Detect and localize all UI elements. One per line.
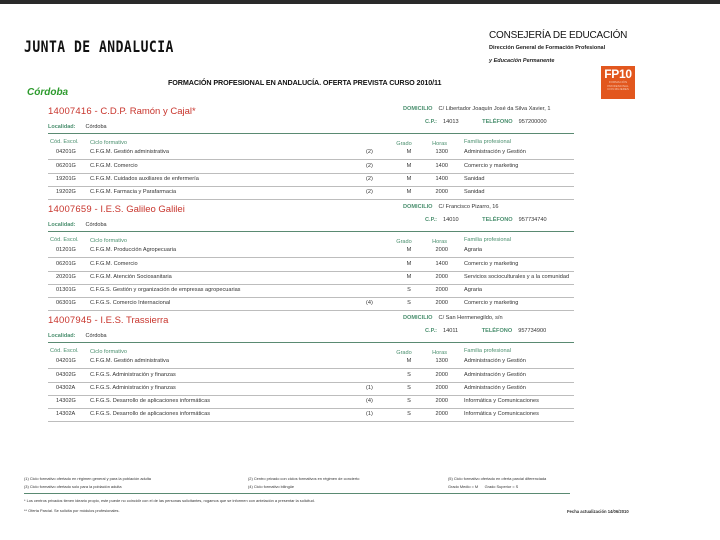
col-horas: Horas — [432, 141, 447, 147]
row-familia: Servicios socioculturales y a la comunidad — [464, 274, 570, 280]
cp-value: 14010 — [443, 217, 459, 223]
col-ciclo: Ciclo formativo — [90, 238, 127, 244]
address-value: C/ Libertador Joaquín José da Silva Xavier, 1 — [438, 106, 551, 112]
update-date: Fecha actualización 14/06/2010 — [567, 509, 629, 514]
col-grado: Grado — [396, 350, 412, 356]
col-familia: Familia profesional — [464, 348, 511, 354]
table-row — [48, 382, 574, 396]
center-locality — [48, 124, 107, 130]
row-familia: Administración y Gestión — [464, 372, 526, 378]
phone-value: 957734900 — [518, 328, 547, 334]
cp-value: 14013 — [443, 119, 459, 125]
footnote-4: (4) Ciclo formativo bilingüe — [248, 484, 295, 489]
phone-label: TELÉFONO — [482, 217, 513, 223]
locality-label: Localidad: — [48, 124, 76, 130]
table-row — [48, 408, 574, 422]
row-note: (2) — [366, 176, 373, 182]
row-code: 06201G — [56, 163, 76, 169]
table-row — [48, 369, 574, 383]
row-ciclo: C.F.G.S. Administración y finanzas — [90, 372, 176, 378]
row-code: 04201G — [56, 358, 76, 364]
col-ciclo: Ciclo formativo — [90, 140, 127, 146]
table-row — [48, 271, 574, 285]
row-ciclo: C.F.G.M. Farmacia y Parafarmacia — [90, 189, 177, 195]
row-familia: Agraria — [464, 287, 483, 293]
row-familia: Sanidad — [464, 176, 485, 182]
cp-label: C.P.: — [425, 119, 438, 125]
center-code: 14007945 — [48, 315, 92, 326]
junta-logo: JUNTA DE ANDALUCIA — [24, 38, 174, 57]
col-grado: Grado — [396, 141, 412, 147]
row-familia: Comercio y marketing — [464, 163, 519, 169]
center-code: 14007659 — [48, 204, 92, 215]
table-row — [48, 173, 574, 187]
phone-value: 957734740 — [518, 217, 547, 223]
fp10-line: CON MUJERES — [607, 87, 629, 92]
table-row — [48, 186, 574, 200]
table-row — [48, 160, 574, 174]
row-grado: M — [406, 261, 412, 267]
row-horas: 2000 — [435, 398, 448, 404]
directorate-line-1: Dirección General de Formación Profesional — [489, 45, 606, 51]
row-grado: S — [407, 385, 411, 391]
province-heading: Córdoba — [27, 87, 69, 98]
footer-divider — [24, 493, 570, 494]
row-note: (4) — [366, 398, 373, 404]
locality-value: Córdoba — [85, 333, 107, 339]
row-code: 01301G — [56, 287, 76, 293]
row-horas: 2000 — [435, 300, 448, 306]
cp-label: C.P.: — [425, 328, 438, 334]
row-note: (1) — [366, 411, 373, 417]
grade-legend: Grado Medio = M Grado Superior = S — [448, 484, 519, 489]
col-grado: Grado — [396, 239, 412, 245]
top-bar — [0, 0, 720, 4]
row-code: 19201G — [56, 176, 76, 182]
col-horas: Horas — [432, 239, 447, 245]
table-row — [48, 244, 574, 258]
center-contact — [425, 119, 547, 125]
row-code: 04302A — [56, 385, 76, 391]
col-code: Cód. Escol. — [50, 237, 79, 243]
ministry-name: CONSEJERÍA DE EDUCACIÓN — [489, 30, 628, 41]
row-familia: Administración y Gestión — [464, 385, 526, 391]
row-ciclo: C.F.G.S. Gestión y organización de empresas agropecuarias — [90, 287, 241, 293]
row-familia: Comercio y marketing — [464, 300, 519, 306]
row-grado: M — [406, 274, 412, 280]
address-label: DOMICILIO — [403, 315, 433, 321]
locality-value: Córdoba — [85, 124, 107, 130]
row-horas: 1400 — [435, 176, 448, 182]
center-address — [403, 106, 550, 112]
row-horas: 1300 — [435, 358, 448, 364]
row-code: 20201G — [56, 274, 76, 280]
col-ciclo: Ciclo formativo — [90, 349, 127, 355]
row-ciclo: C.F.G.M. Comercio — [90, 261, 138, 267]
row-ciclo: C.F.G.S. Desarrollo de aplicaciones informáticas — [90, 411, 211, 417]
document-title: FORMACIÓN PROFESIONAL EN ANDALUCÍA. OFERTA PREVISTA CURSO 2010/11 — [168, 78, 442, 87]
col-code: Cód. Escol. — [50, 348, 79, 354]
center-contact — [425, 217, 547, 223]
row-ciclo: C.F.G.M. Cuidados auxiliares de enfermería — [90, 176, 199, 182]
col-horas: Horas — [432, 350, 447, 356]
row-ciclo: C.F.G.M. Producción Agropecuaria — [90, 247, 177, 253]
table-row — [48, 284, 574, 298]
divider — [48, 342, 574, 343]
address-value: C/ Francisco Pizarro, 16 — [438, 204, 499, 210]
row-ciclo: C.F.G.S. Administración y finanzas — [90, 385, 176, 391]
row-familia: Informática y Comunicaciones — [464, 398, 539, 404]
row-horas: 2000 — [435, 287, 448, 293]
row-horas: 1400 — [435, 261, 448, 267]
row-code: 14302G — [56, 398, 76, 404]
row-note: (2) — [366, 189, 373, 195]
row-grado: M — [406, 189, 412, 195]
phone-label: TELÉFONO — [482, 119, 513, 125]
row-ciclo: C.F.G.S. Comercio Internacional — [90, 300, 171, 306]
row-grado: S — [407, 398, 411, 404]
row-code: 06201G — [56, 261, 76, 267]
row-horas: 1400 — [435, 163, 448, 169]
center-name: C.D.P. Ramón y Cajal* — [100, 106, 196, 117]
center-locality — [48, 333, 107, 339]
center-dash: - — [91, 204, 101, 215]
table-row — [48, 355, 574, 369]
row-horas: 2000 — [435, 189, 448, 195]
row-note: (2) — [366, 163, 373, 169]
locality-label: Localidad: — [48, 222, 76, 228]
footnote-partial-offer: ** Oferta Parcial. Se solicita por módulos profesionales. — [24, 508, 120, 513]
footnote-3: (3) Ciclo formativo ofertado solo para la población adulta — [24, 484, 122, 489]
table-row — [48, 297, 574, 311]
locality-label: Localidad: — [48, 333, 76, 339]
center-address — [403, 204, 499, 210]
center-dash: - — [91, 315, 101, 326]
directorate-line-2: y Educación Permanente — [489, 58, 555, 64]
row-note: (1) — [366, 385, 373, 391]
row-grado: M — [406, 163, 412, 169]
cp-label: C.P.: — [425, 217, 438, 223]
table-row — [48, 146, 574, 160]
row-horas: 2000 — [435, 385, 448, 391]
row-ciclo: C.F.G.M. Gestión administrativa — [90, 149, 169, 155]
row-code: 19202G — [56, 189, 76, 195]
row-code: 04302G — [56, 372, 76, 378]
row-grado: S — [407, 411, 411, 417]
row-note: (2) — [366, 149, 373, 155]
col-familia: Familia profesional — [464, 139, 511, 145]
row-grado: M — [406, 176, 412, 182]
divider — [48, 231, 574, 232]
cp-value: 14011 — [443, 328, 459, 334]
ministry-block — [489, 30, 627, 64]
footnote-private-centers: * Los centros privados tienen ideario propio, este puede no coincidir con el de las personas solicitantes, rogamos que se informen con antelación a presentar la solicitud. — [24, 498, 315, 503]
row-note: (4) — [366, 300, 373, 306]
row-ciclo: C.F.G.M. Comercio — [90, 163, 138, 169]
row-familia: Administración y Gestión — [464, 358, 526, 364]
row-horas: 2000 — [435, 372, 448, 378]
row-code: 04201G — [56, 149, 76, 155]
row-familia: Administración y Gestión — [464, 149, 526, 155]
phone-value: 957200000 — [518, 119, 547, 125]
col-code: Cód. Escol. — [50, 139, 79, 145]
row-code: 14302A — [56, 411, 76, 417]
row-ciclo: C.F.G.M. Gestión administrativa — [90, 358, 169, 364]
center-name: I.E.S. Trassierra — [100, 315, 169, 326]
footnote-2: (2) Centro privado con ciclos formativos en régimen de concierto — [248, 476, 360, 481]
row-familia: Sanidad — [464, 189, 485, 195]
footnote-1: (1) Ciclo formativo ofertado en régimen general y para la población adulta — [24, 476, 151, 481]
address-label: DOMICILIO — [403, 106, 433, 112]
address-label: DOMICILIO — [403, 204, 433, 210]
row-grado: M — [406, 358, 412, 364]
divider — [48, 133, 574, 134]
fp10-line: FORMACIÓN — [608, 80, 628, 84]
footnote-5: (5) Ciclo formativo ofertado en oferta parcial diferenciada — [448, 476, 547, 481]
center-contact — [425, 328, 546, 334]
center-code: 14007416 — [48, 106, 92, 117]
fp10-title: FP10 — [604, 67, 632, 81]
row-familia: Informática y Comunicaciones — [464, 411, 539, 417]
center-locality — [48, 222, 107, 228]
row-ciclo: C.F.G.M. Atención Sociosanitaria — [90, 274, 172, 280]
address-value: C/ San Hermenegildo, s/n — [438, 315, 503, 321]
row-familia: Agraria — [464, 247, 483, 253]
row-grado: S — [407, 300, 411, 306]
row-grado: M — [406, 149, 412, 155]
row-grado: S — [407, 372, 411, 378]
locality-value: Córdoba — [85, 222, 107, 228]
center-dash: - — [91, 106, 101, 117]
center-name: I.E.S. Galileo Galilei — [100, 204, 185, 215]
table-row — [48, 258, 574, 272]
row-code: 01201G — [56, 247, 76, 253]
row-grado: S — [407, 287, 411, 293]
row-ciclo: C.F.G.S. Desarrollo de aplicaciones informáticas — [90, 398, 211, 404]
phone-label: TELÉFONO — [481, 328, 513, 334]
row-horas: 2000 — [435, 274, 448, 280]
center-address — [403, 315, 503, 321]
row-code: 06301G — [56, 300, 76, 306]
row-horas: 2000 — [435, 411, 448, 417]
row-horas: 2000 — [435, 247, 448, 253]
row-grado: M — [406, 247, 412, 253]
row-horas: 1300 — [435, 149, 448, 155]
col-familia: Familia profesional — [464, 237, 511, 243]
row-familia: Comercio y marketing — [464, 261, 519, 267]
fp10-line: PROFESIONAL — [607, 83, 629, 88]
fp10-logo — [601, 66, 635, 99]
table-row — [48, 395, 574, 409]
